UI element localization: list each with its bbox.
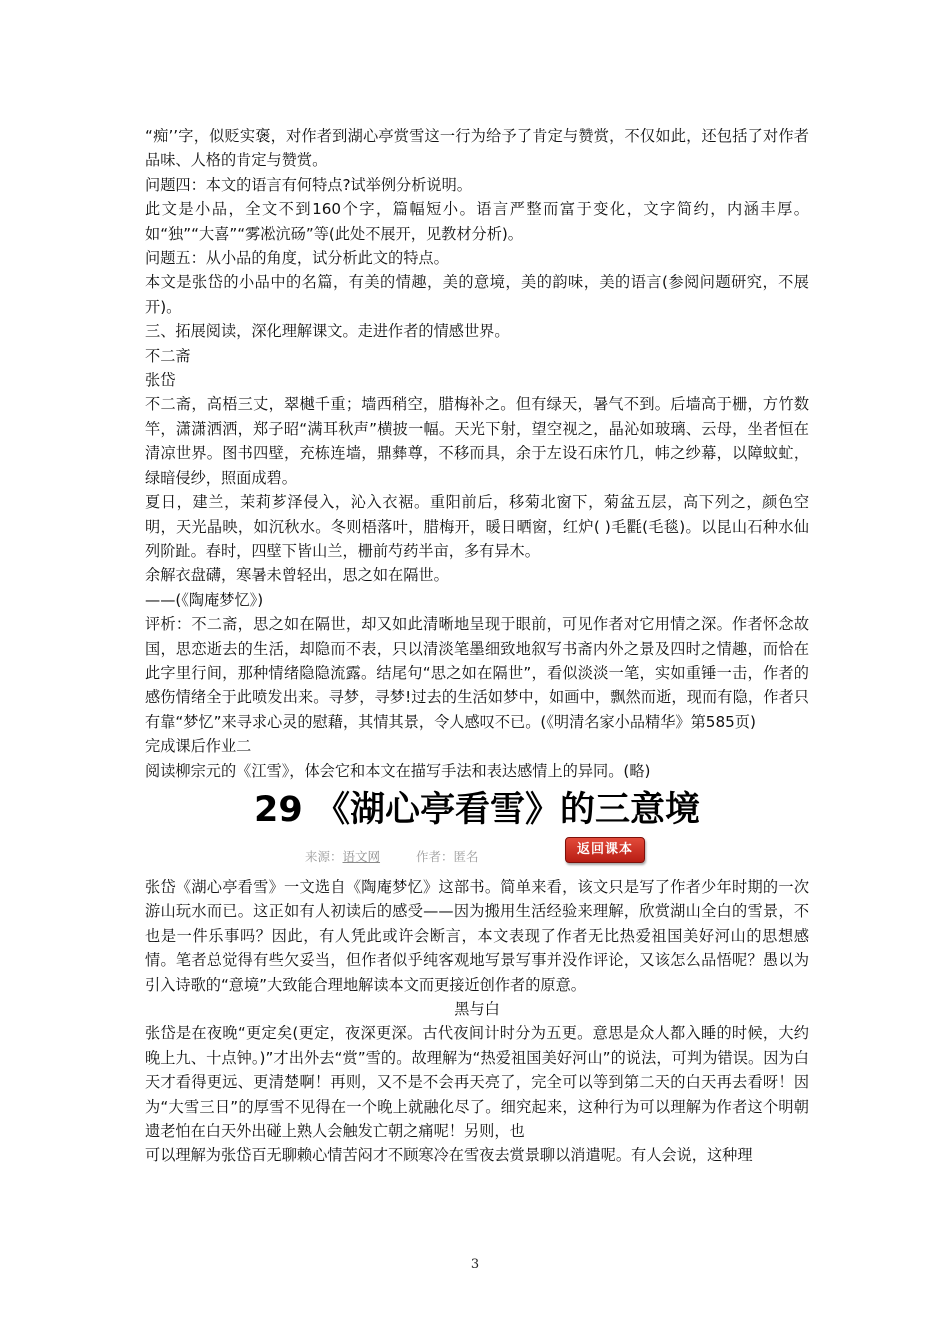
question-heading: 问题五：从小品的角度，试分析此文的特点。 (145, 249, 449, 268)
subsection-heading: 黑与白 (454, 1000, 500, 1018)
commentary: 评析：不二斋，思之如在隔世，却又如此清晰地呈现于眼前，可见作者对它用情之深。作者怀念故国，思恋逝去的生活，却隐而不表，只以清淡笔墨细致地叙写书斋内外之景及四时之情趣，而恰在此字里行间，那种情绪隐隐流露。结尾句“思之如在隔世”，看似淡淡一笔，实如重锤一击，作者的感伤情绪全于此喷发出来。寻梦，寻梦!过去的生活如梦中，如画中，飘然而逝，现而有隐，作者只有靠“梦忆”来寻求心灵的慰藉，其情其景，令人感叹不已。(《明清名家小品精华》第585页) (145, 615, 809, 731)
paragraph: “痴’’字，似贬实褒，对作者到湖心亭赏雪这一行为给予了肯定与赞赏，不仅如此，还包括了对作者品味、人格的肯定与赞赏。 (145, 127, 809, 170)
paragraph: 余解衣盘礴，寒暑未曾轻出，思之如在隔世。 (145, 566, 449, 585)
document-page (145, 124, 809, 1168)
paragraph: 阅读柳宗元的《江雪》，体会它和本文在描写手法和表达感情上的异同。(略) (145, 761, 651, 780)
citation: ——(《陶庵梦忆》) (145, 590, 264, 609)
article-body: 可以理解为张岱百无聊赖心情苦闷才不顾寒冷在雪夜去赏景聊以消遣呢。有人会说，这种理 (145, 1146, 753, 1165)
source-link[interactable]: 语文网 (342, 848, 381, 864)
poem-author: 张岱 (145, 371, 176, 390)
poem-title: 不二斋 (145, 346, 191, 365)
homework-heading: 完成课后作业二 (145, 737, 252, 756)
paragraph: 夏日，建兰，茉莉芗泽侵入，沁入衣裾。重阳前后，移菊北窗下，菊盆五层，高下列之，颜色空明，天光晶映，如沉秋水。冬则梧落叶，腊梅开，暖日晒窗，红炉( )毛氍(毛毯)。以昆山石种水仙列阶趾。春时，四壁下皆山兰，栅前芍药半亩，多有异木。 (145, 493, 809, 560)
question-heading: 问题四：本文的语言有何特点?试举例分析说明。 (145, 175, 472, 194)
page-number: 3 (470, 1257, 480, 1272)
section-heading: 三、拓展阅读，深化理解课文。走进作者的情感世界。 (145, 322, 510, 341)
back-to-textbook-button[interactable]: 返回课本 (565, 837, 645, 863)
article-body: 张岱是在夜晚“更定矣(更定，夜深更深。古代夜间计时分为五更。意思是众人都入睡的时候，大约晚上九、十点钟。)”才出外去“赏”雪的。故理解为“热爱祖国美好河山”的说法，可判为错误。因为白天才看得更远、更清楚啊！再则，又不是不会再天亮了，完全可以等到第二天的白天再去看呀！因为“大雪三日”的厚雪不见得在一个晚上就融化尽了。细究起来，这种行为可以理解为作者这个明朝遗老怕在白天外出碰上熟人会触发亡朝之痛呢！另则，也 (145, 1024, 809, 1141)
article-title: 29 《湖心亭看雪》的三意境 (254, 789, 700, 830)
article-meta (145, 835, 809, 875)
source-label: 来源： (305, 848, 343, 864)
article-intro: 张岱《湖心亭看雪》一文选自《陶庵梦忆》这部书。简单来看，该文只是写了作者少年时期的一次游山玩水而已。这正如有人初读后的感受——因为搬用生活经验来理解，欣赏湖山全白的雪景，不也是一件乐事吗？因此，有人凭此或许会断言，本文表现了作者无比热爱祖国美好河山的思想感情。笔者总觉得有些欠妥当，但作者似乎纯客观地写景写事并没作评论，又该怎么品悟呢？愚以为引入诗歌的“意境”大致能合理地解读本文而更接近创作者的原意。 (145, 877, 809, 994)
paragraph: 不二斋，高梧三丈，翠樾千重；墙西稍空，腊梅补之。但有绿天，暑气不到。后墙高于栅，方竹数竿，潇潇洒洒，郑子昭“满耳秋声”横披一幅。天光下射，望空视之，晶沁如玻璃、云母，坐者恒在清凉世界。图书四壁，充栋连墙，鼎彝尊，不移而具，余于左设石床竹几，帏之纱幕，以障蚊虻，绿暗侵纱，照面成碧。 (145, 395, 809, 487)
author-label: 作者：匿名 (416, 848, 479, 864)
paragraph: 本文是张岱的小品中的名篇，有美的情趣，美的意境，美的韵味，美的语言(参阅问题研究，不展开)。 (145, 273, 809, 316)
paragraph: 此文是小品，全文不到160个字，篇幅短小。语言严整而富于变化，文字简约，内涵丰厚。如“独”“大喜”“雾凇沆砀”等(此处不展开，见教材分析)。 (145, 200, 809, 243)
source-line (305, 847, 479, 865)
